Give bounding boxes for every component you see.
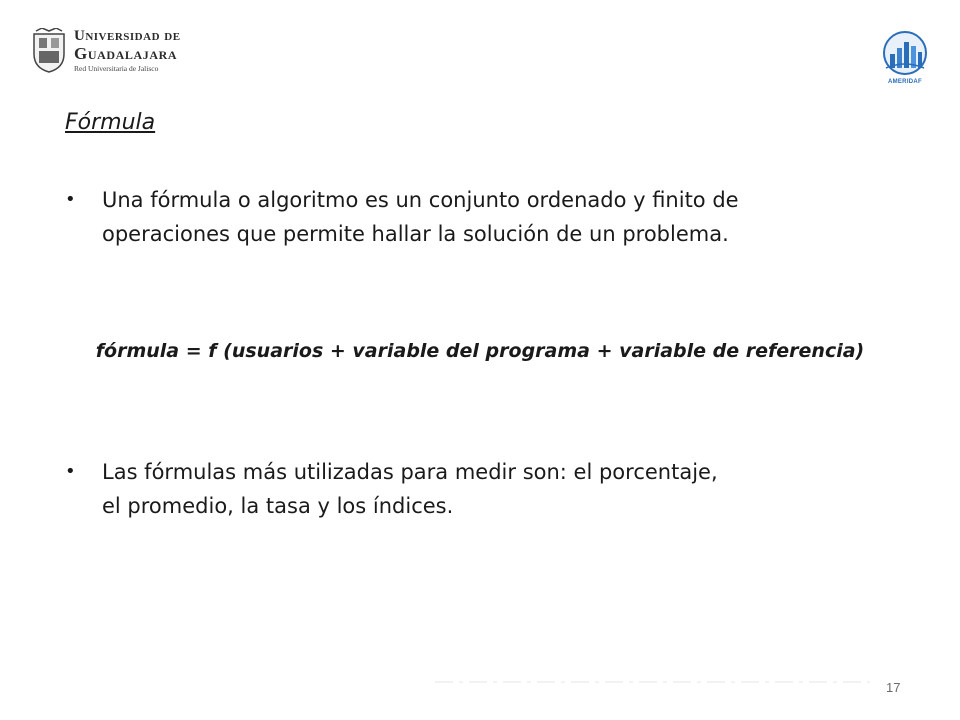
udg-logo-line3: Red Universitaria de Jalisco bbox=[74, 64, 159, 74]
bullet-list-definition bbox=[65, 183, 865, 251]
ameridaf-logo-icon bbox=[878, 30, 932, 76]
udg-logo-line2: Guadalajara bbox=[74, 44, 178, 64]
bullet-definition bbox=[65, 183, 865, 251]
bullet-measures-line1: Las fórmulas más utilizadas para medir son: el porcentaje, bbox=[102, 460, 718, 484]
udg-logo-line1: Universidad de bbox=[74, 28, 181, 45]
bullet-measures-line2: el promedio, la tasa y los índices. bbox=[102, 494, 454, 518]
bullet-definition-line1: Una fórmula o algoritmo es un conjunto ordenado y finito de bbox=[102, 188, 739, 212]
footer-decoration bbox=[435, 680, 870, 684]
ameridaf-logo-text: AMERIDAF bbox=[887, 79, 923, 85]
bullet-list-measures bbox=[65, 455, 865, 523]
udg-logo bbox=[30, 28, 181, 74]
formula-text: fórmula = f (usuarios + variable del programa + variable de referencia) bbox=[95, 340, 865, 362]
slide-subtitle: Fórmula bbox=[65, 110, 156, 135]
bullet-dot-icon: • bbox=[65, 461, 76, 482]
ameridaf-logo bbox=[878, 30, 932, 86]
bullet-definition-line2: operaciones que permite hallar la solución de un problema. bbox=[102, 222, 729, 246]
university-seal-icon bbox=[30, 28, 68, 74]
bullet-measures bbox=[65, 455, 865, 523]
page-number: 17 bbox=[886, 680, 901, 695]
bullet-dot-icon: • bbox=[65, 189, 76, 210]
